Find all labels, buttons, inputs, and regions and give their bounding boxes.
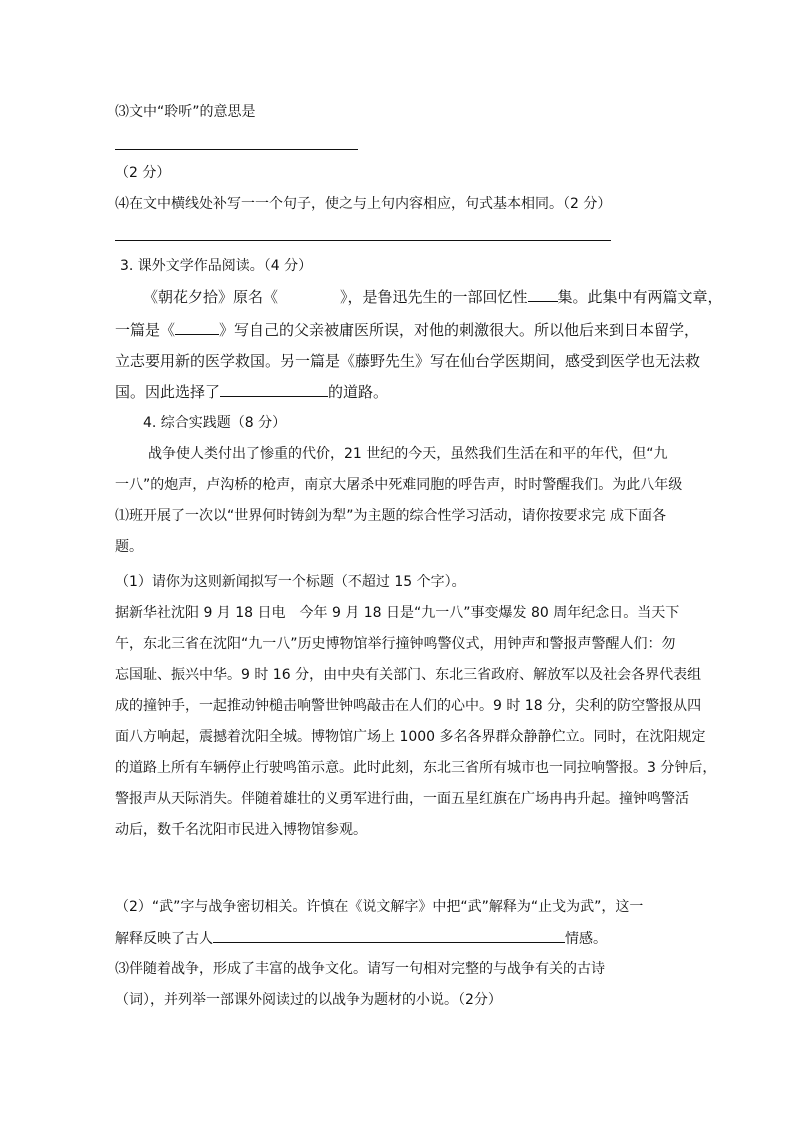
news-line-5: 面八方响起，震撼着沈阳全城。博物馆广场上 1000 多名各界群众静静伫立。同时，在沈阳规定 [115, 729, 706, 745]
section3-line3: 立志要用新的医学救国。另一篇是《藤野先生》写在仙台学医期间，感受到医学也无法救 [115, 352, 701, 370]
subquestion-1: （1）请你为这则新闻拟写一个标题（不超过 15 个字）。 [115, 574, 466, 590]
section3-line4 [115, 382, 388, 402]
news-line-3: 忘国耻、振兴中华。9 时 16 分，由中央有关部门、东北三省政府、解放军以及社会各界代表组 [115, 667, 702, 683]
section4-heading: 4. 综合实践题（8 分） [143, 415, 287, 431]
subquestion-2: （2）“武”字与战争密切相关。许慎在《说文解字》中把“武”解释为“止戈为武”，这一 [115, 899, 644, 915]
s3-text: 一篇是《 [115, 321, 176, 339]
news-line-7: 警报声从天际消失。伴随着雄壮的义勇军进行曲，一面五星红旗在广场冉冉升起。撞钟鸣警活 [115, 791, 689, 807]
section3-line2 [115, 320, 699, 340]
news-line-1: 据新华社沈阳 9 月 18 日电 今年 9 月 18 日是“九一八”事变爆发 80 周年纪念日。当天下 [115, 605, 680, 621]
path-blank[interactable] [220, 382, 328, 397]
section4-intro-2: 一八”的炮声，卢沟桥的枪声，南京大屠杀中死难同胞的呼告声，时时警醒我们。为此八年级 [115, 477, 683, 493]
emotion-blank[interactable] [213, 928, 565, 943]
s3-text: 的道路。 [328, 383, 389, 401]
news-line-2: 午，东北三省在沈阳“九一八”历史博物馆举行撞钟鸣警仪式，用钟声和警报声警醒人们：勿 [115, 636, 676, 652]
section4-intro-4: 题。 [115, 539, 143, 555]
section4-intro-3: ⑴班开展了一次以“世界何时铸剑为犁”为主题的综合性学习活动，请你按要求完 成下面各 [115, 508, 666, 524]
section3-line1 [143, 287, 723, 307]
section4-intro-1: 战争使人类付出了惨重的代价，21 世纪的今天，虽然我们生活在和平的年代，但“九 [148, 446, 668, 462]
s3-text: 集。此集中有两篇文章， [557, 288, 723, 306]
news-line-8: 动后，数千名沈阳市民进入博物馆参观。 [115, 822, 367, 838]
q2-text: 情感。 [565, 931, 607, 947]
s3-text: 国。因此选择了 [115, 383, 221, 401]
s3-text: 《朝花夕拾》原名《 [143, 288, 279, 306]
q2-text: 解释反映了古人 [115, 931, 213, 947]
q3-answer-line[interactable] [115, 149, 358, 150]
q3-line: ⑶文中“聆听”的意思是 [115, 104, 256, 120]
essay-title-blank[interactable] [175, 320, 219, 335]
subquestion-3-line2: （词），并列举一部课外阅读过的以战争为题材的小说。（2分） [115, 992, 502, 1008]
q4-line: ⑷在文中横线处补写一一个句子，使之与上句内容相应，句式基本相同。（2 分） [115, 196, 612, 212]
section3-heading: 3. 课外文学作品阅读。（4 分） [120, 258, 313, 274]
subquestion-2-line2 [115, 928, 607, 949]
q4-answer-line[interactable] [115, 240, 611, 241]
news-line-6: 的道路上所有车辆停止行驶鸣笛示意。此时此刻，东北三省所有城市也一同拉响警报。3 分钟后， [115, 760, 717, 776]
subquestion-3: ⑶伴随着战争，形成了丰富的战争文化。请写一句相对完整的与战争有关的古诗 [115, 961, 605, 977]
q3-score: （2 分） [115, 165, 171, 181]
genre-blank[interactable] [528, 287, 558, 302]
news-line-4: 成的撞钟手，一起推动钟槌击响警世钟鸣敲击在人们的心中。9 时 18 分，尖利的防空警报从四 [115, 698, 702, 714]
s3-text: 》写自己的父亲被庸医所误，对他的刺激很大。所以他后来到日本留学， [219, 321, 700, 339]
s3-text: 》，是鲁迅先生的一部回忆性 [340, 288, 528, 306]
